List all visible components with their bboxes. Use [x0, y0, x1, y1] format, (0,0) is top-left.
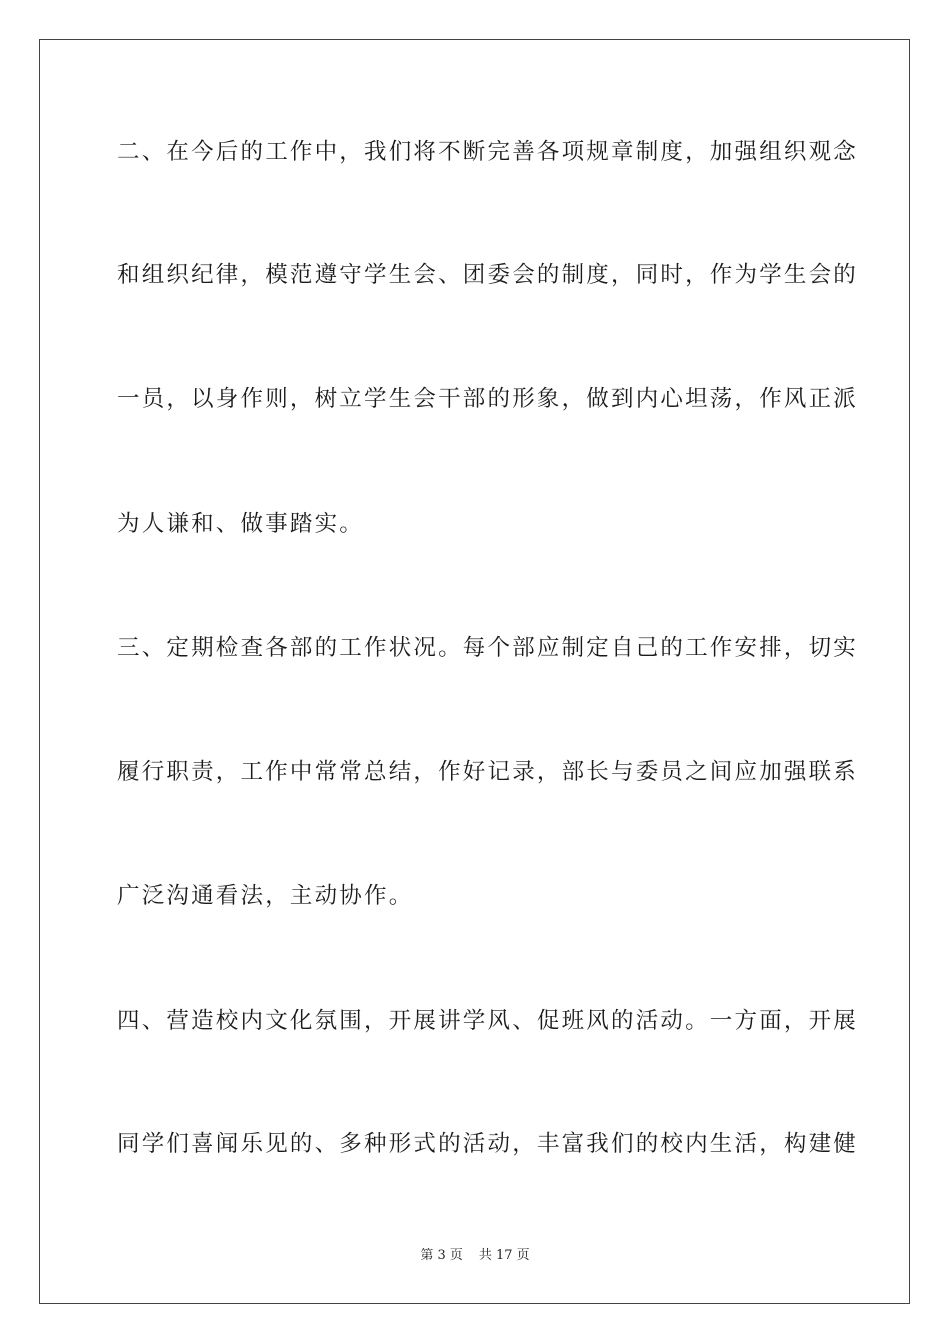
- page-footer: [0, 1247, 950, 1265]
- page-frame: [39, 39, 910, 1304]
- paragraph-line: 履行职责，工作中常常总结，作好记录，部长与委员之间应加强联系: [117, 759, 859, 785]
- paragraph-line: 一员，以身作则，树立学生会干部的形象，做到内心坦荡，作风正派: [117, 386, 859, 412]
- page-number: 第 3 页: [420, 1248, 463, 1263]
- paragraph-line: 同学们喜闻乐见的、多种形式的活动，丰富我们的校内生活，构建健: [117, 1131, 859, 1157]
- paragraph-line: 为人谦和、做事踏实。: [117, 511, 365, 537]
- page-total: 共 17 页: [478, 1248, 530, 1263]
- paragraph-line: 四、营造校内文化氛围，开展讲学风、促班风的活动。一方面，开展: [117, 1008, 859, 1034]
- paragraph-line: 广泛沟通看法，主动协作。: [117, 883, 414, 909]
- paragraph-line: 三、定期检查各部的工作状况。每个部应制定自己的工作安排，切实: [117, 635, 859, 661]
- paragraph-line: 二、在今后的工作中，我们将不断完善各项规章制度，加强组织观念: [117, 139, 859, 165]
- paragraph-line: 和组织纪律，模范遵守学生会、团委会的制度，同时，作为学生会的: [117, 262, 859, 288]
